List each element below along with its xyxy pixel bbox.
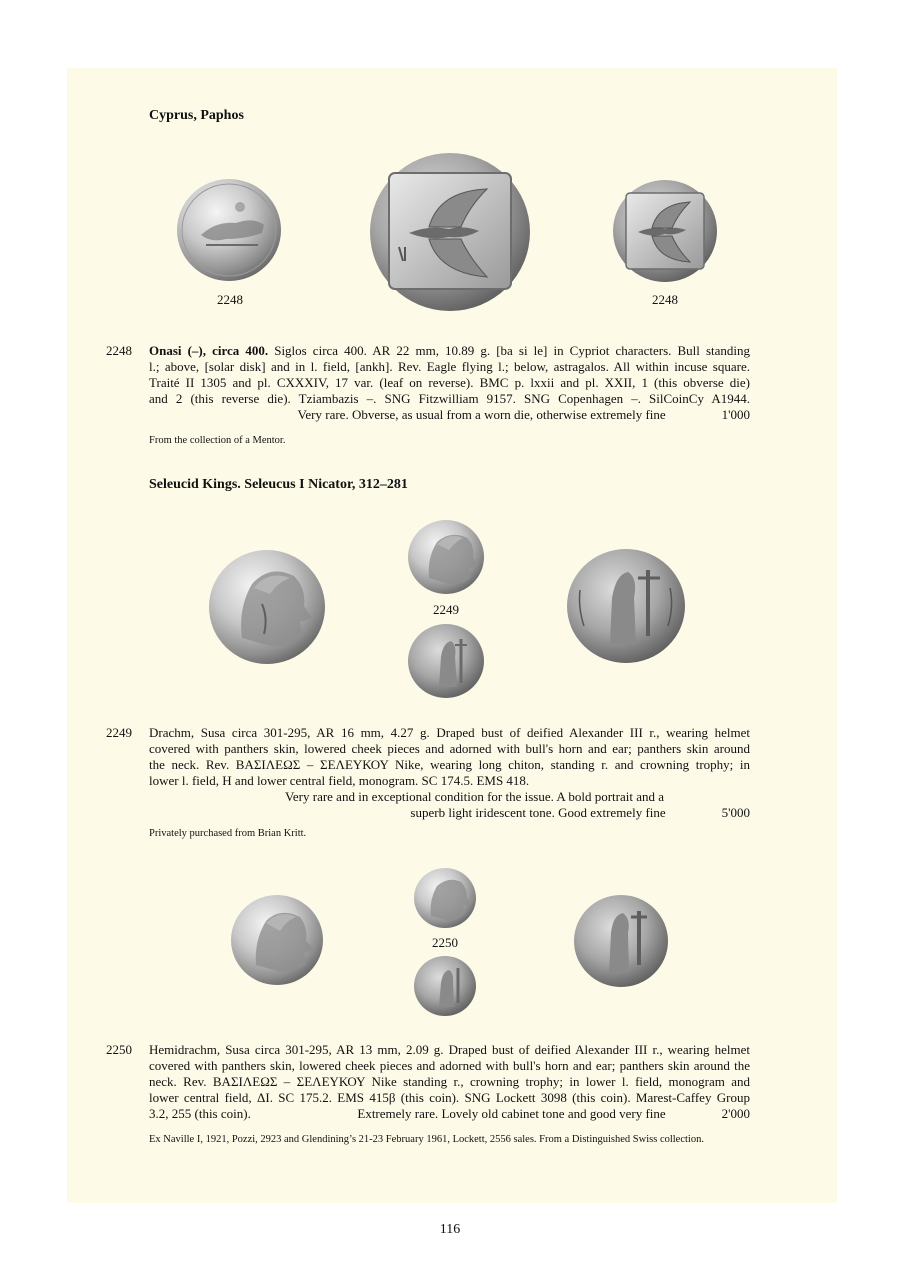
lot-estimate: 5'000 [721, 805, 750, 820]
page-number: 116 [439, 1222, 461, 1237]
lot-line: neck. Rev. ΒΑΣΙΛΕΩΣ – ΣΕΛΕΥΚΟΥ Nike standing r., crowning trophy; in lower l. field, monogram and [149, 1074, 750, 1089]
coin-2250-obverse [413, 866, 477, 930]
lot-line: lower l. field, H and lower central field, monogram. SC 174.5. EMS 418. [149, 773, 530, 788]
lot-line: and 2 (this reverse die). Tziambazis –. SNG Fitzwilliam 9157. SNG Copenhagen –. SilCoinCy A1944. [149, 391, 750, 406]
coin-caption: 2249 [433, 602, 459, 617]
lot-description [149, 1042, 750, 1122]
coin-2249-obverse-large [208, 548, 326, 666]
lot-title: Onasi (–), circa 400. [149, 343, 269, 358]
lot-number: 2249 [106, 725, 132, 740]
lot-provenance: Privately purchased from Brian Kritt. [149, 828, 307, 839]
lot-grade: Very rare. Obverse, as usual from a worn die, otherwise extremely fine [297, 407, 666, 422]
lot-line: covered with panthers skin, lowered cheek pieces and adorned with bull's horn and ear; panthers skin around [149, 741, 750, 756]
lot-line: Siglos circa 400. AR 22 mm, 10.89 g. [ba si le] in Cypriot characters. Bull standing [268, 343, 751, 358]
coin-2249-reverse-large [566, 548, 686, 664]
coin-2248-reverse [612, 178, 718, 284]
lot-line: covered with panthers skin, lowered cheek pieces and adorned with bull's horn and ear; panthers skin around the [149, 1058, 750, 1073]
coin-2248-reverse-large [369, 151, 531, 313]
lot-line: the neck. Rev. ΒΑΣΙΛΕΩΣ – ΣΕΛΕΥΚΟΥ Nike, wearing long chiton, standing r. and crowning trophy; in [149, 757, 750, 772]
lot-estimate: 1'000 [721, 407, 750, 422]
lot-number: 2248 [106, 343, 132, 358]
coin-2248-obverse [176, 177, 282, 283]
lot-line: lower central field, ΔΙ. SC 175.2. EMS 415β (this coin). SNG Lockett 3098 (this coin). Marest-Caffey Group [149, 1090, 750, 1105]
lot-grade-line1: Very rare and in exceptional condition for the issue. A bold portrait and a [284, 789, 664, 804]
coin-2250-reverse-large [573, 893, 669, 989]
lot-line: 3.2, 255 (this coin). [149, 1106, 251, 1121]
lot-number: 2250 [106, 1042, 132, 1057]
coin-2249-obverse [407, 518, 485, 596]
lot-grade: Extremely rare. Lovely old cabinet tone and good very fine [357, 1106, 666, 1121]
lot-line: Drachm, Susa circa 301-295, AR 16 mm, 4.27 g. Draped bust of deified Alexander III r., wearing helmet [149, 725, 750, 740]
lot-line: Traité II 1305 and pl. CXXXIV, 17 var. (leaf on reverse). BMC p. lxxii and pl. XXII, 1 (this obverse die) [149, 375, 750, 390]
coin-2249-reverse [407, 623, 485, 699]
lot-grade: superb light iridescent tone. Good extremely fine [410, 805, 666, 820]
lot-estimate: 2'000 [721, 1106, 750, 1121]
lot-description [149, 343, 750, 423]
lot-provenance: Ex Naville I, 1921, Pozzi, 2923 and Glendining’s 21-23 February 1961, Lockett, 2556 sales. From a Distinguished Swiss collection. [149, 1134, 704, 1145]
coin-caption: 2250 [432, 935, 458, 950]
coin-caption: 2248 [217, 292, 243, 307]
lot-line: Hemidrachm, Susa circa 301-295, AR 13 mm, 2.09 g. Draped bust of deified Alexander III r., wearing helmet [149, 1042, 750, 1057]
section-heading-cyprus: Cyprus, Paphos [149, 108, 244, 123]
coin-2250-reverse [413, 955, 477, 1017]
coin-2250-obverse-large [230, 893, 324, 987]
coin-caption: 2248 [652, 292, 678, 307]
lot-line: l.; above, [solar disk] and in l. field, [ankh]. Rev. Eagle flying l.; below, astragalos. All within incuse square. [149, 359, 750, 374]
section-heading-seleucid: Seleucid Kings. Seleucus I Nicator, 312–281 [149, 477, 408, 492]
lot-description [149, 725, 750, 821]
lot-provenance: From the collection of a Mentor. [149, 435, 286, 446]
